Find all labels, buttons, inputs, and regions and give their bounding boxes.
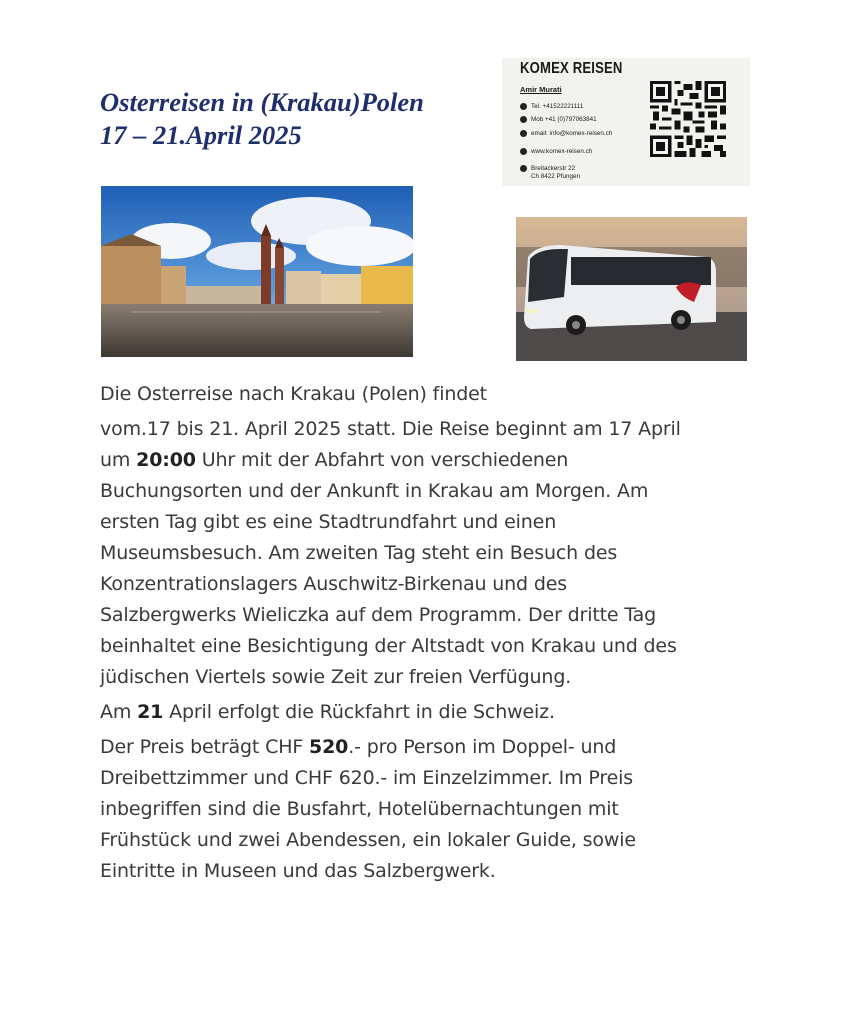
phone-icon [520, 103, 527, 110]
paragraph-line: Salzbergwerks Wieliczka auf dem Programm. Der dritte Tag [100, 604, 657, 626]
qr-code-icon [650, 79, 726, 159]
paragraph-line: Frühstück und zwei Abendessen, ein lokaler Guide, sowie [100, 829, 636, 851]
paragraph-line: um 20:00 Uhr mit der Abfahrt von verschiedenen [100, 449, 569, 471]
paragraph-line: beinhaltet eine Besichtigung der Altstadt von Krakau und des [100, 635, 677, 657]
company-name: KOMEX REISEN [520, 60, 623, 77]
return-date: 21 [137, 701, 164, 723]
krakow-market-square-photo [101, 186, 413, 357]
web-icon [520, 148, 527, 155]
trip-description [100, 379, 780, 887]
paragraph-line: Buchungsorten und der Ankunft in Krakau am Morgen. Am [100, 480, 649, 502]
email-line: email: info@komex-reisen.ch [520, 130, 612, 137]
paragraph-line: vom.17 bis 21. April 2025 statt. Die Reise beginnt am 17 April [100, 418, 681, 440]
page-title [100, 86, 424, 152]
address-line: Breitackerstr 22 [520, 165, 575, 172]
paragraph-line: Konzentrationslagers Auschwitz-Birkenau und des [100, 573, 568, 595]
contact-person: Amir Murati [520, 85, 562, 94]
departure-time: 20:00 [136, 449, 196, 471]
email-icon [520, 130, 527, 137]
paragraph-line: Museumsbesuch. Am zweiten Tag steht ein Besuch des [100, 542, 618, 564]
mobile-icon [520, 116, 527, 123]
title-line-2: 17 – 21.April 2025 [100, 120, 302, 150]
white-coach-bus-photo [516, 217, 747, 361]
paragraph-line: Die Osterreise nach Krakau (Polen) findet [100, 383, 487, 405]
paragraph-line: Eintritte in Museen und das Salzbergwerk. [100, 860, 496, 882]
mobile-line: Mob +41 (0)797063841 [520, 116, 597, 123]
paragraph-line: Dreibettzimmer und CHF 620.- im Einzelzimmer. Im Preis [100, 767, 633, 789]
phone-line: Tel. +41522221111 [520, 103, 583, 110]
title-line-1: Osterreisen in (Krakau)Polen [100, 87, 424, 117]
location-icon [520, 165, 527, 172]
paragraph-line: Der Preis beträgt CHF 520.- pro Person im Doppel- und [100, 736, 617, 758]
paragraph-line: ersten Tag gibt es eine Stadtrundfahrt und einen [100, 511, 557, 533]
paragraph-line: jüdischen Viertels sowie Zeit zur freien Verfügung. [100, 666, 572, 688]
paragraph-line: Am 21 April erfolgt die Rückfahrt in die Schweiz. [100, 701, 555, 723]
website-line: www.komex-reisen.ch [520, 148, 592, 155]
price-value: 520 [309, 736, 349, 758]
address-city: Ch 8422 Pfungen [531, 173, 581, 180]
business-card [502, 58, 750, 186]
paragraph-line: inbegriffen sind die Busfahrt, Hotelübernachtungen mit [100, 798, 619, 820]
